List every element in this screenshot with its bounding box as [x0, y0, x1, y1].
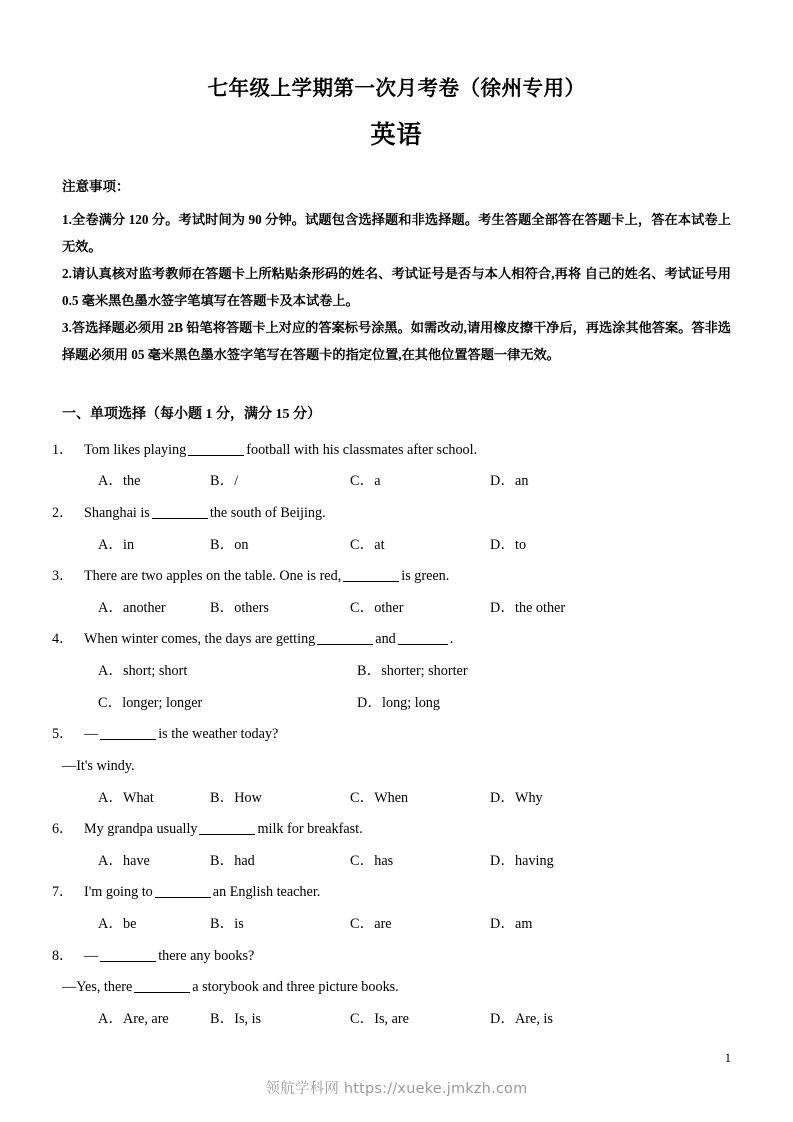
question-stem [52, 719, 731, 751]
option-b[interactable]: B．shorter; shorter [357, 663, 468, 680]
stem-text-before: There are two apples on the table. One is red, [84, 568, 342, 585]
option-b[interactable]: B．on [210, 536, 249, 553]
stem-text-mid: and [375, 631, 396, 648]
reply-text-after: a storybook and three picture books. [192, 979, 399, 996]
question-number: 8． [52, 947, 74, 964]
question-item [52, 877, 731, 940]
question-number: 5． [52, 726, 74, 743]
option-a[interactable]: A．be [98, 916, 137, 933]
notice-item: 3.答选择题必须用 2B 铅笔将答题卡上对应的答案标号涂黑。如需改动,请用橡皮擦干净后，再选涂其他答案。答非选择题必须用 05 毫米黑色墨水签字笔写在答题卡的指定位置,在其他位置答题一律无效。 [62, 320, 731, 363]
answer-blank[interactable] [100, 739, 156, 740]
option-row [62, 656, 731, 688]
stem-text-after: is green. [401, 568, 450, 585]
stem-text-after: there any books? [158, 947, 255, 964]
subject-title: 英语 [370, 121, 423, 149]
stem-text-after: an English teacher. [212, 884, 321, 901]
question-list [52, 435, 731, 1036]
question-stem [52, 814, 731, 846]
stem-text-before: — [84, 947, 99, 964]
option-d[interactable]: D．to [490, 536, 527, 553]
reply-text-before: —Yes, there [62, 979, 133, 996]
option-a[interactable]: A．in [98, 536, 135, 553]
option-b[interactable]: B．others [210, 599, 269, 616]
answer-blank[interactable] [317, 644, 373, 645]
question-item [52, 941, 731, 1036]
question-number: 4． [52, 631, 74, 648]
option-d[interactable]: D．long; long [357, 694, 440, 711]
question-number: 7． [52, 884, 74, 901]
option-d[interactable]: D．having [490, 852, 554, 869]
question-stem [52, 877, 731, 909]
answer-blank[interactable] [199, 834, 255, 835]
option-a[interactable]: A．short; short [98, 663, 188, 680]
question-stem [52, 435, 731, 467]
option-c[interactable]: C．longer; longer [98, 694, 203, 711]
option-b[interactable]: B．/ [210, 473, 239, 490]
question-item [52, 719, 731, 814]
footer-watermark: 领航学科网 https://xueke.jmkzh.com [265, 1081, 528, 1097]
question-number: 1． [52, 441, 74, 458]
option-c[interactable]: C．a [350, 473, 381, 490]
option-c[interactable]: C．Is, are [350, 1011, 409, 1028]
option-d[interactable]: D．Are, is [490, 1011, 553, 1028]
option-a[interactable]: A．the [98, 473, 141, 490]
answer-blank[interactable] [152, 518, 208, 519]
page-number: 1 [724, 1051, 731, 1065]
option-c[interactable]: C．are [350, 916, 392, 933]
question-item [52, 561, 731, 624]
option-c[interactable]: C．other [350, 599, 404, 616]
question-item [52, 624, 731, 719]
question-reply [62, 972, 731, 1004]
option-row [62, 909, 731, 941]
notice-heading: 注意事项： [62, 178, 130, 194]
stem-text-after: the south of Beijing. [209, 504, 326, 521]
option-b[interactable]: B．is [210, 916, 244, 933]
option-a[interactable]: A．What [98, 789, 154, 806]
answer-blank[interactable] [398, 644, 448, 645]
option-c[interactable]: C．at [350, 536, 385, 553]
stem-text-before: My grandpa usually [84, 821, 198, 838]
option-c[interactable]: C．When [350, 789, 409, 806]
notice-item: 1.全卷满分 120 分。考试时间为 90 分钟。试题包含选择题和非选择题。考生答题全部答在答题卡上，答在本试卷上无效。 [62, 211, 731, 254]
stem-text-before: Tom likes playing [84, 441, 187, 458]
question-stem [52, 624, 731, 656]
option-a[interactable]: A．another [98, 599, 166, 616]
stem-text-after: milk for breakfast. [257, 821, 363, 838]
option-row [62, 530, 731, 562]
option-a[interactable]: A．have [98, 852, 150, 869]
stem-text-before: Shanghai is [84, 504, 150, 521]
option-d[interactable]: D．Why [490, 789, 543, 806]
option-a[interactable]: A．Are, are [98, 1011, 169, 1028]
answer-blank[interactable] [100, 961, 156, 962]
question-stem [52, 561, 731, 593]
question-stem [52, 941, 731, 973]
stem-text-before: When winter comes, the days are getting [84, 631, 316, 648]
option-row [62, 1004, 731, 1036]
option-d[interactable]: D．am [490, 916, 533, 933]
option-row [62, 783, 731, 815]
option-d[interactable]: D．an [490, 473, 529, 490]
question-number: 3． [52, 568, 74, 585]
stem-text-after: is the weather today? [158, 726, 279, 743]
option-d[interactable]: D．the other [490, 599, 566, 616]
answer-blank[interactable] [188, 455, 244, 456]
option-row [62, 466, 731, 498]
question-item [52, 498, 731, 561]
page-title: 七年级上学期第一次月考卷（徐州专用） [207, 78, 586, 100]
question-number: 6． [52, 821, 74, 838]
notice-item: 2.请认真核对监考教师在答题卡上所粘贴条形码的姓名、考试证号是否与本人相符合,再将 自己的姓名、考试证号用 0.5 毫米黑色墨水签字笔填写在答题卡及本试卷上。 [62, 265, 731, 308]
option-c[interactable]: C．has [350, 852, 394, 869]
question-stem [52, 498, 731, 530]
option-b[interactable]: B．How [210, 789, 262, 806]
answer-blank[interactable] [134, 992, 190, 993]
option-b[interactable]: B．Is, is [210, 1011, 262, 1028]
section-heading: 一、单项选择（每小题 1 分，满分 15 分） [62, 407, 321, 423]
question-item [52, 435, 731, 498]
question-number: 2． [52, 504, 74, 521]
option-row [62, 846, 731, 878]
stem-text-before: — [84, 726, 99, 743]
option-b[interactable]: B．had [210, 852, 255, 869]
answer-blank[interactable] [343, 581, 399, 582]
option-row [62, 593, 731, 625]
stem-text-before: I'm going to [84, 884, 153, 901]
answer-blank[interactable] [155, 897, 211, 898]
stem-text-after: football with his classmates after school. [246, 441, 478, 458]
stem-text-after: . [449, 631, 454, 648]
question-item [52, 814, 731, 877]
option-row [62, 688, 731, 720]
notice-section [62, 177, 731, 368]
question-reply: —It's windy. [62, 757, 135, 774]
